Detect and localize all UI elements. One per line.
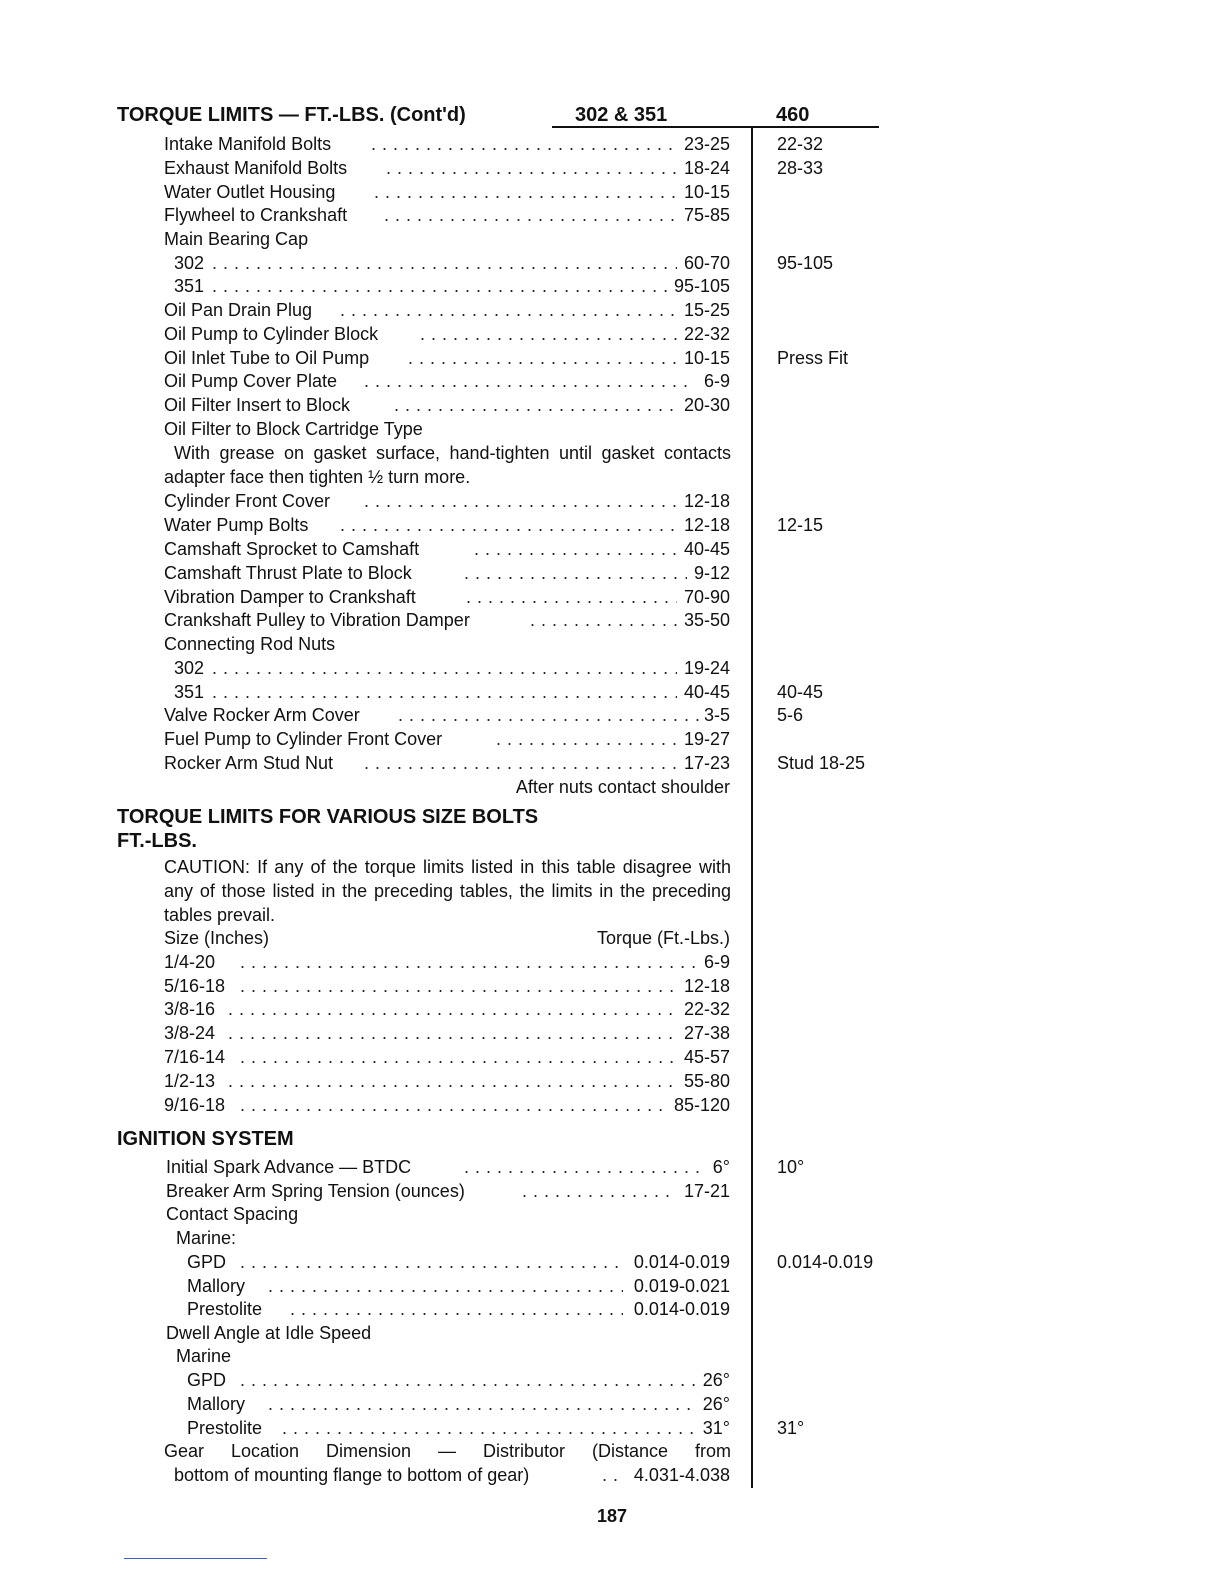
bolt-size: 1/2-13 [164,1071,216,1091]
row-label: Flywheel to Crankshaft [164,205,348,225]
value-302-351: 6° [712,1157,730,1177]
value-302-351: 0.014-0.019 [633,1252,730,1272]
row-label: Exhaust Manifold Bolts [164,158,348,178]
row-label: Crankshaft Pulley to Vibration Damper [164,610,470,630]
value-302-351: 18-24 [683,158,730,178]
bolt-torque: 12-18 [683,976,730,996]
dot-leader [268,1274,623,1298]
row-label: Oil Filter Insert to Block [164,395,351,415]
table-row [0,1069,1224,1093]
gear-location-value: 4.031-4.038 [633,1465,730,1485]
dot-leader [268,1392,695,1416]
value-302-351: 40-45 [683,539,730,559]
dot-leader [464,561,687,585]
table-row [0,680,1224,704]
value-302-351: 6-9 [703,371,730,391]
table-row [0,1368,1224,1392]
row-label: Prestolite [187,1299,263,1319]
value-302-351: 60-70 [683,253,730,273]
table-row [0,274,1224,298]
dot-leader [408,346,677,370]
table-row [0,1439,1224,1463]
row-label: Oil Pump Cover Plate [164,371,338,391]
dot-leader [602,1463,624,1487]
table-row [0,132,1224,156]
row-label: Water Pump Bolts [164,515,309,535]
value-302-351: 12-18 [683,491,730,511]
row-label: Contact Spacing [166,1204,299,1224]
dot-leader [394,393,677,417]
dot-leader [240,950,703,974]
row-label: Mallory [187,1394,246,1414]
value-302-351: 26° [702,1370,730,1390]
table-row [0,1392,1224,1416]
table-row [0,1045,1224,1069]
table-row [0,1344,1224,1368]
row-label: Oil Pump to Cylinder Block [164,324,379,344]
bolt-torque: 45-57 [683,1047,730,1067]
dot-leader [212,274,667,298]
table-row [0,656,1224,680]
gear-location-label: Gear Location Dimension — Distributor (Distance from [164,1441,731,1461]
value-302-351: 12-18 [683,515,730,535]
table-row [0,489,1224,513]
row-label: Fuel Pump to Cylinder Front Cover [164,729,443,749]
dot-leader [466,585,677,609]
row-label: 302 [174,253,205,273]
column-header-torque: Torque (Ft.-Lbs.) [596,928,730,948]
dot-leader [228,997,679,1021]
row-label: Vibration Damper to Crankshaft [164,587,416,607]
table-row [0,1274,1224,1298]
bolt-size: 1/4-20 [164,952,216,972]
row-label: Oil Pan Drain Plug [164,300,313,320]
dot-leader [240,1250,623,1274]
table-row [0,585,1224,609]
dot-leader [340,298,677,322]
table-row [0,393,1224,417]
section-heading-ignition: IGNITION SYSTEM [117,1128,294,1150]
value-302-351: 20-30 [683,395,730,415]
table-row [0,227,1224,251]
row-label: Camshaft Thrust Plate to Block [164,563,412,583]
value-302-351: 19-24 [683,658,730,678]
value-460: 5-6 [777,705,804,725]
table-row [0,997,1224,1021]
bolt-size: 5/16-18 [164,976,226,996]
gear-location-label-cont: bottom of mounting flange to bottom of gear) [174,1465,530,1485]
dot-leader [398,703,699,727]
table-row [0,561,1224,585]
value-302-351: 15-25 [683,300,730,320]
table-row [0,417,1224,441]
dot-leader [212,680,677,704]
dot-leader [212,251,677,275]
table-row [0,1463,1224,1487]
table-row [0,1021,1224,1045]
table-row [0,180,1224,204]
section-heading-bolts: TORQUE LIMITS FOR VARIOUS SIZE BOLTS [117,806,539,828]
table-row [0,156,1224,180]
value-460: 31° [777,1418,805,1438]
row-label: GPD [187,1252,227,1272]
row-label: GPD [187,1370,227,1390]
value-302-351: 40-45 [683,682,730,702]
row-label: Breaker Arm Spring Tension (ounces) [166,1181,465,1201]
dot-leader [340,513,677,537]
dot-leader [374,180,677,204]
table-row [0,203,1224,227]
table-row [0,1179,1224,1203]
table-row [0,751,1224,775]
value-460: 10° [777,1157,805,1177]
dot-leader [364,369,693,393]
header-underline [552,126,879,128]
table-row [0,322,1224,346]
value-302-351: 0.014-0.019 [633,1299,730,1319]
dot-leader [240,1045,679,1069]
dot-leader [496,727,677,751]
table-row [0,537,1224,561]
table-row [0,1321,1224,1345]
dot-leader [364,489,677,513]
dot-leader [464,1155,705,1179]
column-header-460: 460 [776,104,810,126]
value-302-351: 23-25 [683,134,730,154]
dot-leader [212,656,677,680]
dot-leader [384,203,677,227]
bolt-torque: 85-120 [673,1095,730,1115]
value-460: 95-105 [777,253,834,273]
page-number: 187 [596,1506,628,1526]
bolt-size: 9/16-18 [164,1095,226,1115]
row-label: Oil Filter to Block Cartridge Type [164,419,423,439]
table-row [0,1202,1224,1226]
value-460: Stud 18-25 [777,753,866,773]
bolt-torque: 55-80 [683,1071,730,1091]
value-302-351: 9-12 [693,563,730,583]
value-460: 0.014-0.019 [777,1252,874,1272]
bolt-torque: 22-32 [683,999,730,1019]
row-label: 351 [174,682,205,702]
column-header-302-351: 302 & 351 [575,104,668,126]
table-header-row [0,926,1224,950]
caution-note: CAUTION: If any of the torque limits listed in this table disagree with any of those listed in the preceding tables, the limits in the preceding tables prevail. [164,857,731,925]
row-label: Connecting Rod Nuts [164,634,336,654]
table-row [0,251,1224,275]
table-row [0,974,1224,998]
table-row [0,1416,1224,1440]
row-label: Main Bearing Cap [164,229,309,249]
dot-leader [420,322,677,346]
dot-leader [474,537,677,561]
dot-leader [371,132,677,156]
value-460: Press Fit [777,348,849,368]
dot-leader [290,1297,623,1321]
value-302-351: 10-15 [683,348,730,368]
value-302-351: 75-85 [683,205,730,225]
dot-leader [530,608,677,632]
row-label: Marine: [176,1228,237,1248]
value-460: 12-15 [777,515,824,535]
bolt-torque: 27-38 [683,1023,730,1043]
row-label: Camshaft Sprocket to Camshaft [164,539,420,559]
value-302-351: 70-90 [683,587,730,607]
bolt-size: 7/16-14 [164,1047,226,1067]
row-label: Dwell Angle at Idle Speed [166,1323,372,1343]
value-460: 28-33 [777,158,824,178]
row-label: Intake Manifold Bolts [164,134,332,154]
row-label: Prestolite [187,1418,263,1438]
dot-leader [282,1416,695,1440]
row-label: Oil Inlet Tube to Oil Pump [164,348,370,368]
table-row [0,1297,1224,1321]
row-label: 302 [174,658,205,678]
value-302-351: 22-32 [683,324,730,344]
dot-leader [240,1368,695,1392]
row-label: Initial Spark Advance — BTDC [166,1157,412,1177]
value-460: 22-32 [777,134,824,154]
table-row [0,1093,1224,1117]
value-302-351: 0.019-0.021 [633,1276,730,1296]
dot-leader [386,156,677,180]
dot-leader [364,751,677,775]
row-label: Marine [176,1346,232,1366]
value-460: 40-45 [777,682,824,702]
dot-leader [228,1021,679,1045]
row-label: Water Outlet Housing [164,182,336,202]
value-302-351: 35-50 [683,610,730,630]
rocker-note: After nuts contact shoulder [515,777,730,797]
value-302-351: 17-23 [683,753,730,773]
table-row [0,608,1224,632]
oil-filter-note: With grease on gasket surface, hand-tighten until gasket contacts adapter face then tighten ½ turn more. [164,443,731,487]
row-label: Valve Rocker Arm Cover [164,705,360,725]
dot-leader [240,974,679,998]
table-row [0,513,1224,537]
dot-leader [240,1093,669,1117]
section-heading-bolts-units: FT.-LBS. [117,830,197,852]
bolt-size: 3/8-16 [164,999,216,1019]
row-label: Mallory [187,1276,246,1296]
bolt-size: 3/8-24 [164,1023,216,1043]
value-302-351: 17-21 [683,1181,730,1201]
value-302-351: 26° [702,1394,730,1414]
value-302-351: 10-15 [683,182,730,202]
page-title: TORQUE LIMITS — FT.-LBS. (Cont'd) [117,104,466,126]
table-row [0,950,1224,974]
table-row [0,1155,1224,1179]
table-row [0,369,1224,393]
table-row [0,1250,1224,1274]
footer-rule [124,1558,267,1559]
table-row [0,346,1224,370]
row-label: Cylinder Front Cover [164,491,331,511]
column-header-size: Size (Inches) [164,928,270,948]
dot-leader [228,1069,679,1093]
table-row [0,727,1224,751]
table-row [0,632,1224,656]
row-label: 351 [174,276,205,296]
bolt-torque: 6-9 [703,952,730,972]
dot-leader [522,1179,677,1203]
table-row [0,703,1224,727]
value-302-351: 3-5 [703,705,730,725]
table-row [0,298,1224,322]
value-302-351: 19-27 [683,729,730,749]
row-label: Rocker Arm Stud Nut [164,753,334,773]
value-302-351: 95-105 [673,276,730,296]
value-302-351: 31° [702,1418,730,1438]
table-row [0,1226,1224,1250]
